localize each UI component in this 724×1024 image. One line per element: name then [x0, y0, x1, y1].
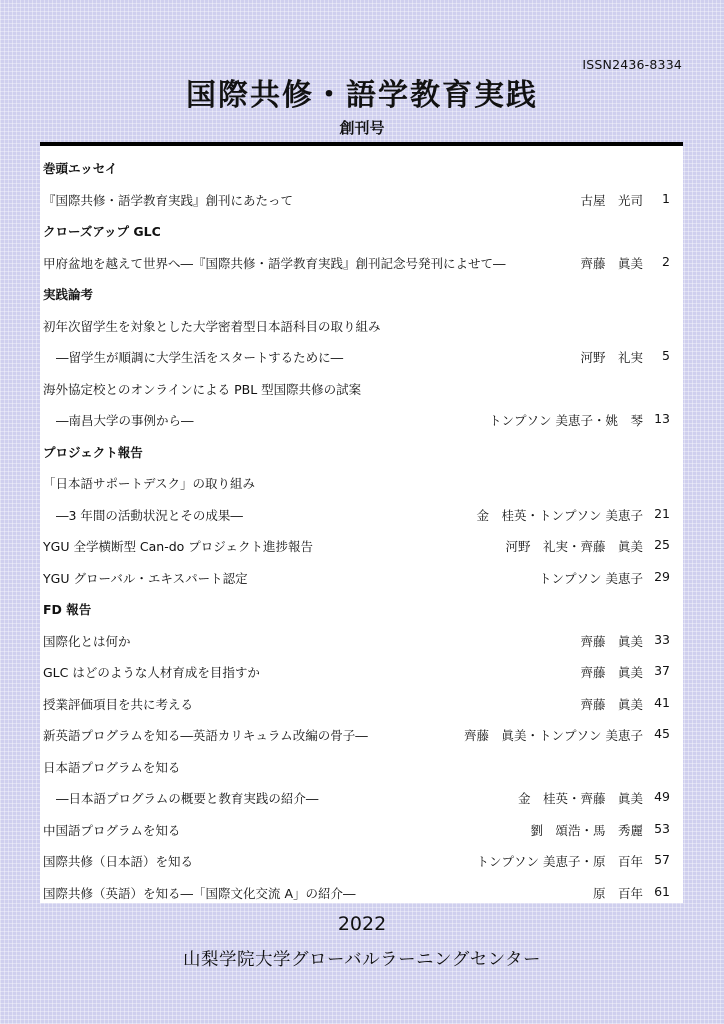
entry-author: 齊藤 眞美・トンプソン 美恵子: [464, 728, 643, 743]
entry-author: 河野 礼実: [580, 350, 643, 365]
toc-entry: [40, 404, 683, 436]
toc-entry: [40, 845, 683, 877]
toc-entry: [40, 625, 683, 657]
entry-page-number: 25: [654, 537, 670, 552]
entry-page-number: 61: [654, 883, 670, 899]
entry-title: 国際化とは何か: [43, 633, 131, 649]
entry-author: 齊藤 眞美: [580, 696, 643, 712]
entry-page-number: 21: [654, 505, 670, 521]
entry-title: ―3 年間の活動状況とその成果―: [56, 507, 243, 523]
entry-title: GLC はどのような人材育成を目指すか: [43, 665, 260, 680]
entry-title: 日本語プログラムを知る: [43, 759, 181, 775]
toc-entry: [40, 688, 683, 720]
toc-entry: [40, 247, 683, 279]
entry-page-number: 37: [654, 663, 670, 678]
toc-entry: [40, 499, 683, 531]
entry-title: ―留学生が順調に大学生活をスタートするために―: [56, 350, 344, 365]
entry-title: 授業評価項目を共に考える: [43, 696, 194, 712]
entry-page-number: 5: [662, 348, 670, 363]
toc-section-heading: [40, 436, 683, 468]
toc-section-heading: [40, 152, 683, 184]
entry-author: 金 桂英・齊藤 眞美: [517, 791, 643, 806]
entry-title: 中国語プログラムを知る: [43, 822, 181, 838]
entry-title: 初年次留学生を対象とした大学密着型日本語科目の取り組み: [43, 318, 381, 334]
section-title: 実践論考: [43, 287, 94, 302]
entry-page-number: 45: [654, 726, 670, 741]
entry-author: 齊藤 眞美: [580, 255, 643, 271]
issue-label: 創刊号: [339, 119, 385, 137]
toc-entry: [40, 814, 683, 846]
toc-entry: [40, 656, 683, 688]
entry-page-number: 29: [654, 568, 670, 584]
toc-entry: [40, 782, 683, 814]
entry-title: 『国際共修・語学教育実践』創刊にあたって: [43, 192, 294, 208]
section-title: プロジェクト報告: [43, 444, 143, 460]
toc-entry: [40, 877, 683, 909]
toc-section-heading: [40, 278, 683, 310]
entry-page-number: 13: [654, 411, 670, 426]
toc-entry: [40, 184, 683, 216]
issn-number: ISSN2436-8334: [582, 57, 682, 72]
entry-title: 新英語プログラムを知る―英語カリキュラム改編の骨子―: [43, 728, 368, 743]
entry-page-number: 2: [662, 253, 670, 269]
entry-page-number: 57: [654, 852, 670, 867]
entry-page-number: 49: [654, 789, 670, 804]
section-title: FD 報告: [43, 602, 92, 617]
entry-title: YGU 全学横断型 Can-do プロジェクト進捗報告: [43, 539, 314, 554]
toc-entry: [40, 341, 683, 373]
toc-entry: [40, 719, 683, 751]
section-title: クローズアップ GLC: [43, 224, 161, 239]
entry-author: 劉 頌浩・馬 秀麗: [530, 822, 643, 838]
entry-title: 「日本語サポートデスク」の取り組み: [43, 476, 256, 491]
toc-section-heading: [40, 215, 683, 247]
section-title: 巻頭エッセイ: [43, 161, 118, 176]
toc-entry: [40, 373, 683, 405]
entry-author: 齊藤 眞美: [580, 665, 643, 680]
entry-author: 齊藤 眞美: [580, 633, 643, 649]
table-of-contents: [40, 146, 683, 903]
toc-entry: [40, 310, 683, 342]
toc-section-heading: [40, 593, 683, 625]
entry-author: 原 百年: [592, 885, 643, 901]
entry-author: トンプソン 美恵子: [539, 570, 643, 586]
entry-title: 甲府盆地を越えて世界へ―『国際共修・語学教育実践』創刊記念号発刊によせて―: [43, 255, 506, 271]
entry-title: YGU グローバル・エキスパート認定: [43, 570, 248, 586]
entry-page-number: 33: [654, 631, 670, 647]
entry-author: トンプソン 美恵子・姚 琴: [489, 413, 643, 428]
journal-title: 国際共修・語学教育実践: [186, 78, 538, 113]
entry-author: 古屋 光司: [580, 192, 643, 208]
entry-page-number: 41: [654, 694, 670, 710]
toc-entry: [40, 562, 683, 594]
entry-author: 河野 礼実・齊藤 眞美: [505, 539, 643, 554]
entry-page-number: 53: [654, 820, 670, 836]
publication-year: 2022: [337, 913, 387, 935]
entry-title: 国際共修（英語）を知る―「国際文化交流 A」の紹介―: [43, 885, 356, 901]
toc-entry: [40, 530, 683, 562]
entry-title: ―日本語プログラムの概要と教育実践の紹介―: [56, 791, 319, 806]
toc-entry: [40, 467, 683, 499]
toc-entry: [40, 751, 683, 783]
publisher-name: 山梨学院大学グローバルラーニングセンター: [182, 950, 542, 970]
entry-title: ―南昌大学の事例から―: [56, 413, 194, 428]
entry-title: 国際共修（日本語）を知る: [43, 854, 194, 869]
entry-author: 金 桂英・トンプソン 美恵子: [476, 507, 643, 523]
entry-page-number: 1: [662, 190, 670, 206]
entry-title: 海外協定校とのオンラインによる PBL 型国際共修の試案: [43, 381, 362, 397]
entry-author: トンプソン 美恵子・原 百年: [476, 854, 643, 869]
